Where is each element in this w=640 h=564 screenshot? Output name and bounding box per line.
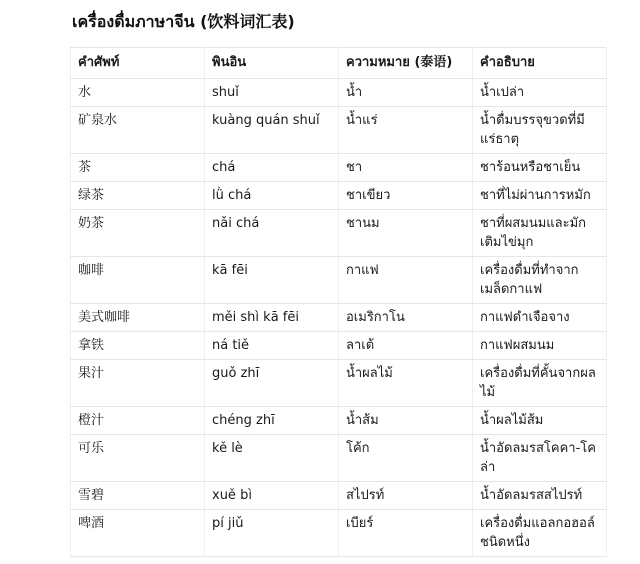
cell-meaning: น้ำผลไม้	[339, 360, 473, 407]
cell-vocabulary: 啤酒	[71, 510, 205, 557]
cell-meaning: ชานม	[339, 210, 473, 257]
table-header-row	[71, 48, 607, 79]
cell-meaning: น้ำส้ม	[339, 407, 473, 435]
cell-meaning: น้ำ	[339, 79, 473, 107]
cell-description: ชาที่ผสมนมและมักเติมไข่มุก	[473, 210, 607, 257]
cell-vocabulary: 雪碧	[71, 482, 205, 510]
table-row	[71, 182, 607, 210]
cell-meaning: ลาเต้	[339, 332, 473, 360]
cell-description: ชาร้อนหรือชาเย็น	[473, 154, 607, 182]
cell-pinyin: shuǐ	[205, 79, 339, 107]
table-row	[71, 360, 607, 407]
cell-pinyin: kuàng quán shuǐ	[205, 107, 339, 154]
cell-description: เครื่องดื่มแอลกอฮอล์ชนิดหนึ่ง	[473, 510, 607, 557]
cell-description: กาแฟผสมนม	[473, 332, 607, 360]
cell-vocabulary: 水	[71, 79, 205, 107]
cell-pinyin: xuě bì	[205, 482, 339, 510]
page-title: เครื่องดื่มภาษาจีน (饮料词汇表)	[72, 12, 295, 31]
vocabulary-table	[70, 47, 607, 557]
cell-pinyin: nǎi chá	[205, 210, 339, 257]
cell-description: น้ำผลไม้ส้ม	[473, 407, 607, 435]
cell-meaning: สไปรท์	[339, 482, 473, 510]
cell-vocabulary: 咖啡	[71, 257, 205, 304]
table-row	[71, 407, 607, 435]
cell-pinyin: chá	[205, 154, 339, 182]
cell-description: เครื่องดื่มที่คั้นจากผลไม้	[473, 360, 607, 407]
header-pinyin: พินอิน	[205, 48, 339, 79]
cell-meaning: เบียร์	[339, 510, 473, 557]
cell-pinyin: lǜ chá	[205, 182, 339, 210]
header-vocabulary: คำศัพท์	[71, 48, 205, 79]
cell-vocabulary: 绿茶	[71, 182, 205, 210]
table-row	[71, 79, 607, 107]
cell-meaning: โค้ก	[339, 435, 473, 482]
header-description: คำอธิบาย	[473, 48, 607, 79]
table-row	[71, 257, 607, 304]
table-row	[71, 210, 607, 257]
table-row	[71, 304, 607, 332]
cell-description: น้ำดื่มบรรจุขวดที่มีแร่ธาตุ	[473, 107, 607, 154]
cell-vocabulary: 果汁	[71, 360, 205, 407]
cell-vocabulary: 茶	[71, 154, 205, 182]
cell-description: น้ำอัดลมรสสไปรท์	[473, 482, 607, 510]
cell-pinyin: měi shì kā fēi	[205, 304, 339, 332]
cell-pinyin: pí jiǔ	[205, 510, 339, 557]
cell-pinyin: ná tiě	[205, 332, 339, 360]
cell-vocabulary: 可乐	[71, 435, 205, 482]
cell-meaning: ชา	[339, 154, 473, 182]
header-meaning: ความหมาย (泰语)	[339, 48, 473, 79]
cell-vocabulary: 矿泉水	[71, 107, 205, 154]
cell-pinyin: chéng zhī	[205, 407, 339, 435]
cell-description: ชาที่ไม่ผ่านการหมัก	[473, 182, 607, 210]
table-row	[71, 510, 607, 557]
cell-description: เครื่องดื่มที่ทำจากเมล็ดกาแฟ	[473, 257, 607, 304]
cell-meaning: กาแฟ	[339, 257, 473, 304]
cell-vocabulary: 美式咖啡	[71, 304, 205, 332]
cell-pinyin: guǒ zhī	[205, 360, 339, 407]
table-row	[71, 435, 607, 482]
cell-meaning: น้ำแร่	[339, 107, 473, 154]
cell-vocabulary: 奶茶	[71, 210, 205, 257]
cell-pinyin: kě lè	[205, 435, 339, 482]
cell-pinyin: kā fēi	[205, 257, 339, 304]
cell-meaning: ชาเขียว	[339, 182, 473, 210]
cell-description: น้ำเปล่า	[473, 79, 607, 107]
cell-description: น้ำอัดลมรสโคคา-โคล่า	[473, 435, 607, 482]
cell-meaning: อเมริกาโน	[339, 304, 473, 332]
table-row	[71, 107, 607, 154]
cell-description: กาแฟดำเจือจาง	[473, 304, 607, 332]
table-row	[71, 332, 607, 360]
table-row	[71, 482, 607, 510]
cell-vocabulary: 拿铁	[71, 332, 205, 360]
table-row	[71, 154, 607, 182]
cell-vocabulary: 橙汁	[71, 407, 205, 435]
